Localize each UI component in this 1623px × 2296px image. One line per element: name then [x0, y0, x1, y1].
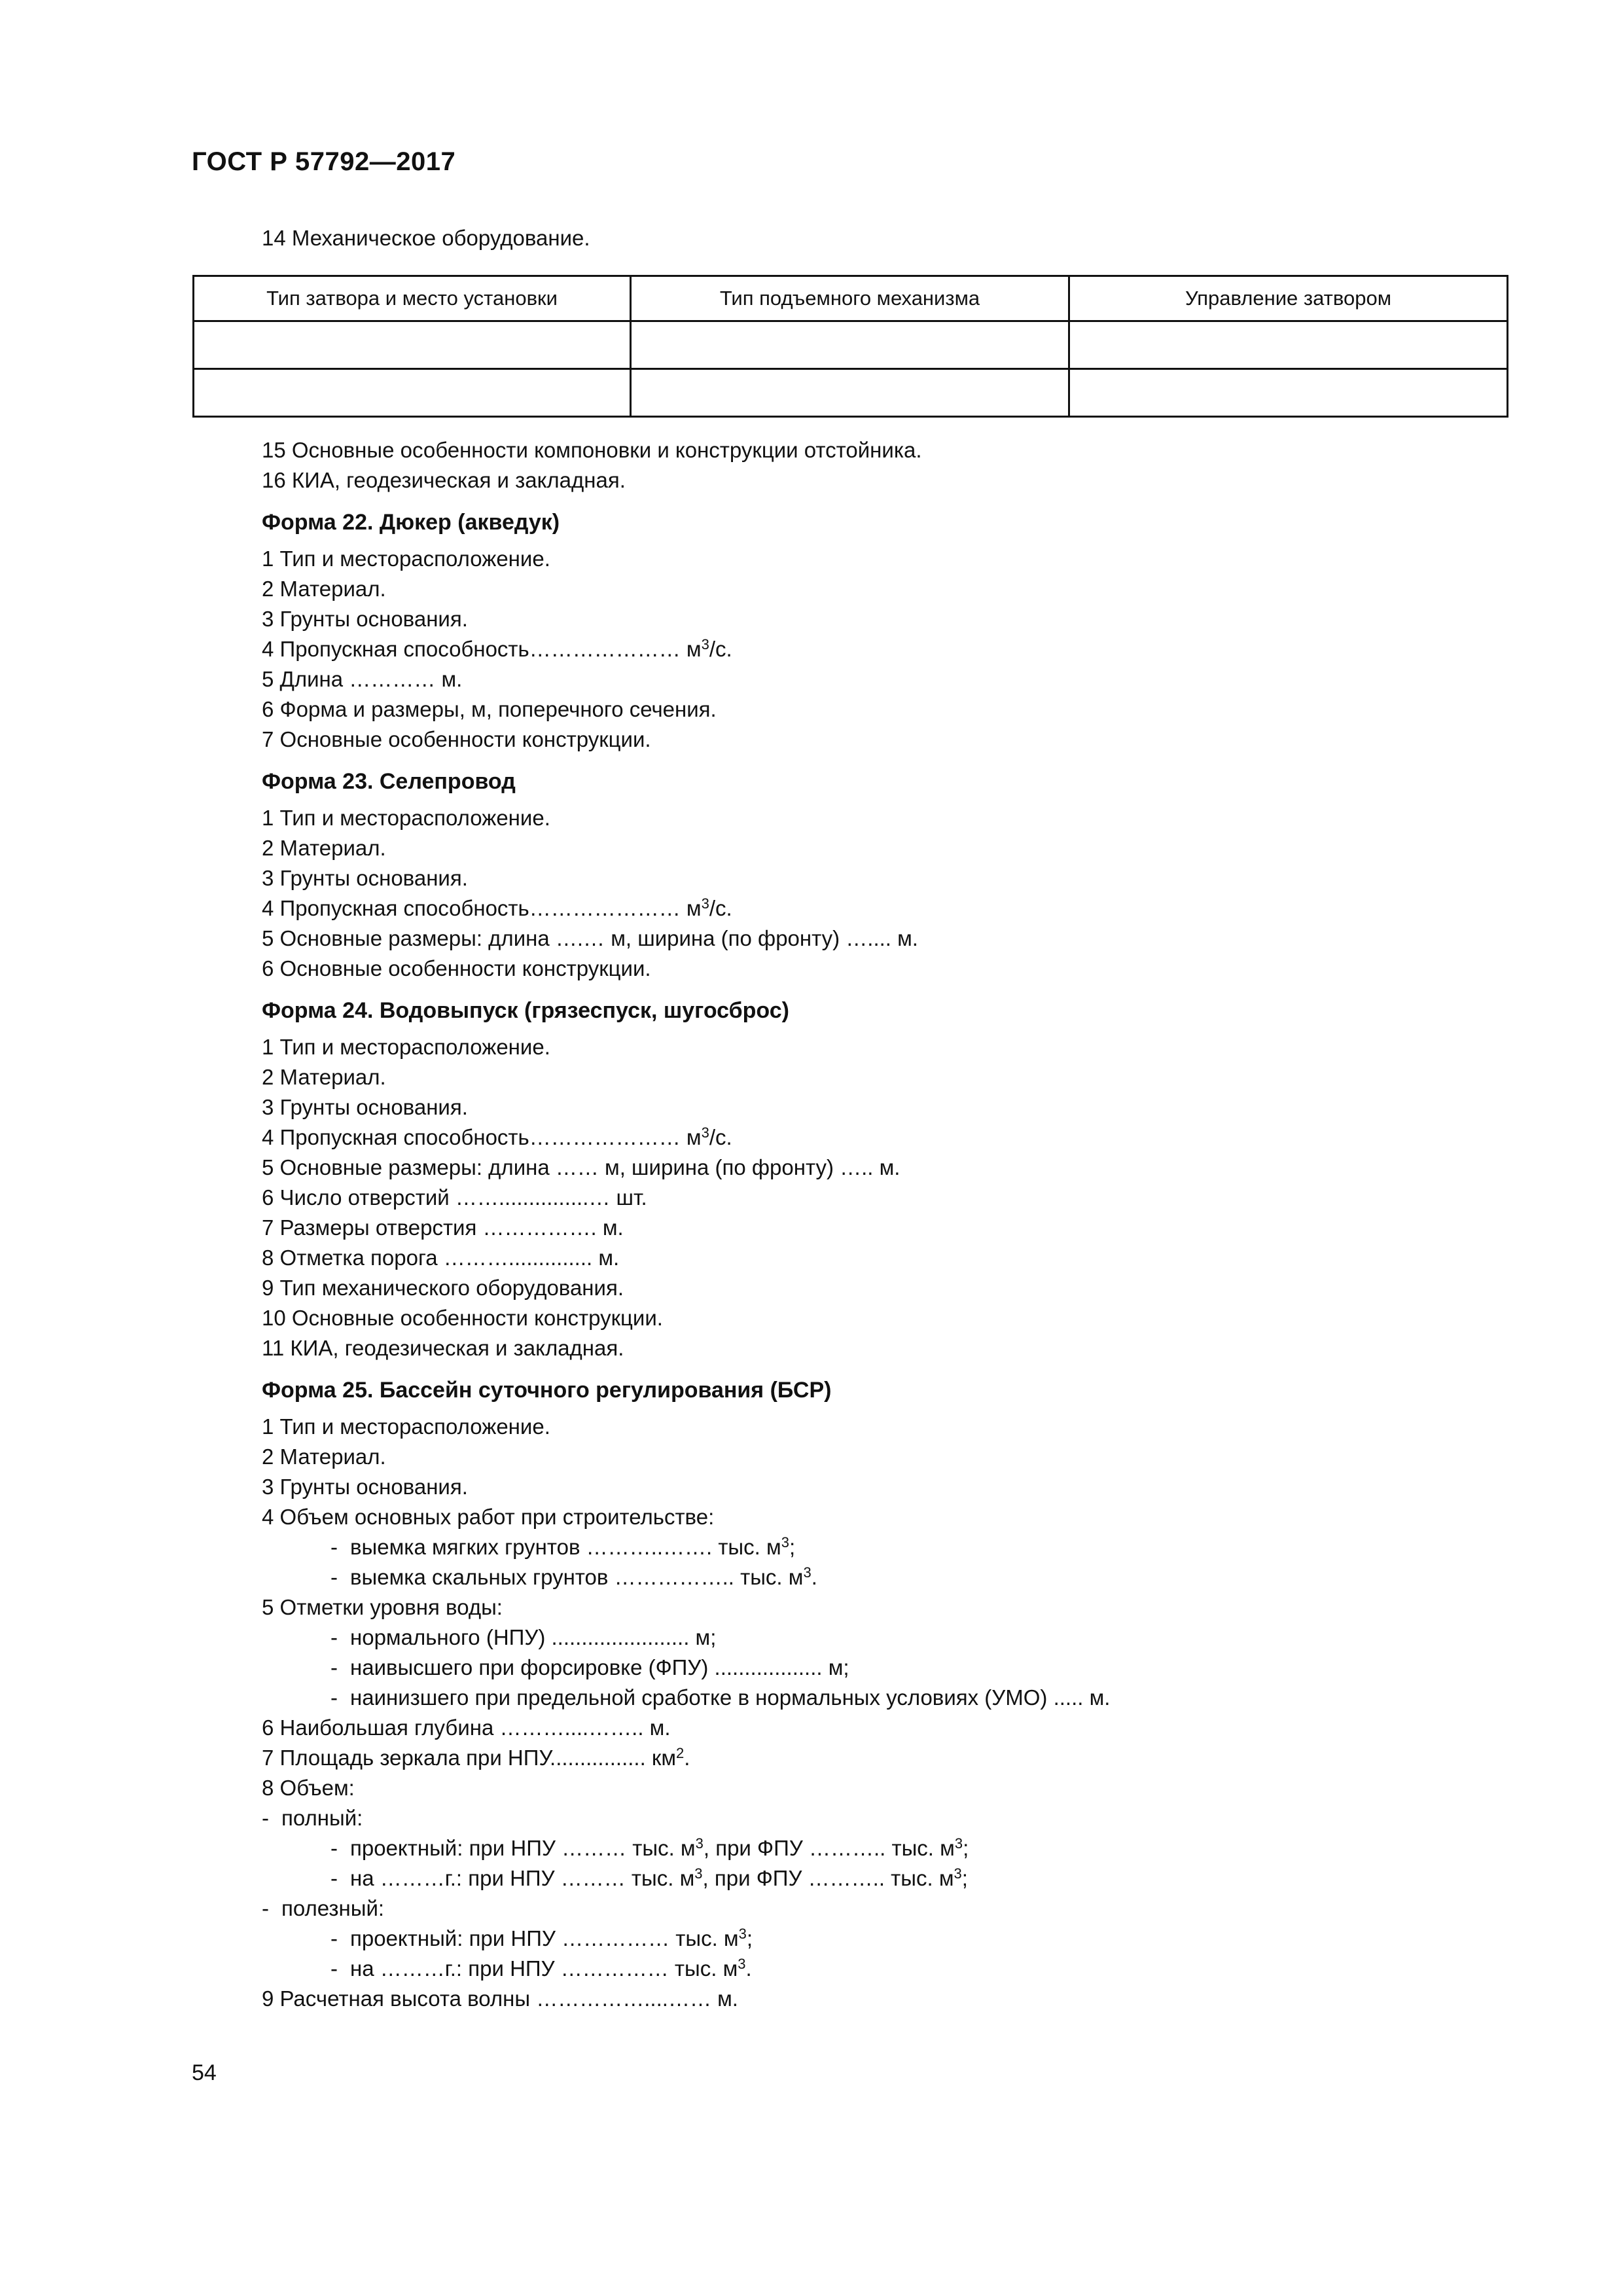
item-text: /с. [709, 637, 732, 661]
item-text: 2 Материал. [262, 577, 386, 601]
superscript: 3 [738, 1956, 746, 1972]
page-number: 54 [192, 2060, 217, 2085]
dash-marker: - [262, 1896, 269, 1920]
item-text: 11 КИА, геодезическая и закладная. [262, 1336, 624, 1360]
item-text: 6 Наибольшая глубина ………....…….. м. [262, 1715, 671, 1740]
item-text: ; [961, 1866, 968, 1890]
item-text: 1 Тип и месторасположение. [262, 1035, 550, 1059]
table-row [194, 321, 1508, 369]
item-text: выемка скальных грунтов …………….. тыс. м [350, 1565, 804, 1589]
item-text: на ………г.: при НПУ …………… тыс. м [350, 1956, 738, 1981]
item-text: 5 Основные размеры: длина …… м, ширина (по фронту) ….. м. [262, 1155, 901, 1179]
form-heading [262, 996, 1505, 1026]
item-text: 5 Длина ………… м. [262, 667, 463, 691]
form-heading [262, 1375, 1505, 1405]
item-text: /с. [709, 896, 732, 920]
superscript: 3 [738, 1926, 747, 1942]
superscript: 3 [695, 1835, 704, 1852]
list-item [262, 604, 1505, 634]
sub-item [262, 1683, 1505, 1713]
document-code: ГОСТ Р 57792—2017 [192, 147, 456, 176]
list-item [262, 1062, 1505, 1092]
superscript: 3 [694, 1865, 703, 1882]
superscript: 3 [701, 895, 709, 912]
superscript: 3 [954, 1835, 963, 1852]
form-heading [262, 766, 1505, 797]
item-text: 3 Грунты основания. [262, 866, 468, 890]
list-item [262, 725, 1505, 755]
item-text: 6 Основные особенности конструкции. [262, 956, 651, 980]
column-header-lifting-mechanism: Тип подъемного механизма [631, 276, 1069, 321]
item-text: Форма 23. Селепровод [262, 769, 516, 794]
sub-item [262, 1623, 1505, 1653]
item-text: 2 Материал. [262, 1065, 386, 1089]
table-cell [194, 369, 631, 417]
item-text: 6 Число отверстий ……...............… шт. [262, 1185, 647, 1210]
sub-item [262, 1653, 1505, 1683]
list-item [262, 1122, 1505, 1153]
item-text: 3 Грунты основания. [262, 1095, 468, 1119]
column-header-gate-control: Управление затвором [1069, 276, 1508, 321]
item-text: на ………г.: при НПУ ……… тыс. м [350, 1866, 695, 1890]
item-text: 4 Пропускная способность………………… м [262, 896, 702, 920]
table-cell [194, 321, 631, 369]
item-text: 5 Отметки уровня воды: [262, 1595, 503, 1619]
list-item [262, 1592, 1505, 1623]
item-text: 1 Тип и месторасположение. [262, 806, 550, 830]
item-text: 3 Грунты основания. [262, 1475, 468, 1499]
item-text: 4 Объем основных работ при строительстве: [262, 1505, 715, 1529]
dash-marker: - [330, 1565, 338, 1589]
item-text: ; [789, 1535, 796, 1559]
list-item [262, 1743, 1505, 1773]
table-cell [631, 369, 1069, 417]
item-text: Форма 24. Водовыпуск (грязеспуск, шугосброс) [262, 998, 789, 1023]
item-text: /с. [709, 1125, 732, 1149]
sub-item [262, 1532, 1505, 1562]
item-text: . [745, 1956, 752, 1981]
item-text: нормального (НПУ) ....................... м; [350, 1625, 717, 1649]
list-item [262, 1153, 1505, 1183]
item-text: наинизшего при предельной сработке в нормальных условиях (УМО) ..... м. [350, 1685, 1111, 1710]
item-text: , при ФПУ ……….. тыс. м [702, 1866, 954, 1890]
superscript: 3 [781, 1534, 789, 1551]
item-text: 3 Грунты основания. [262, 607, 468, 631]
list-item [262, 1773, 1505, 1803]
item-text: проектный: при НПУ …………… тыс. м [350, 1926, 739, 1950]
item-text: 15 Основные особенности компоновки и конструкции отстойника. [262, 438, 922, 462]
table-header-row [194, 276, 1508, 321]
list-item [262, 1984, 1505, 2014]
item-text: выемка мягких грунтов ………..……. тыс. м [350, 1535, 781, 1559]
item-text: 10 Основные особенности конструкции. [262, 1306, 663, 1330]
item-text: полезный: [281, 1896, 385, 1920]
list-item [262, 954, 1505, 984]
intro-item: 14 Механическое оборудование. [262, 226, 590, 250]
item-text: 7 Площадь зеркала при НПУ................ км [262, 1746, 677, 1770]
item-text: 8 Объем: [262, 1776, 355, 1800]
list-item [262, 435, 1505, 465]
table-cell [1069, 321, 1508, 369]
list-item [262, 1412, 1505, 1442]
dash-item [262, 1893, 1505, 1924]
item-text: 2 Материал. [262, 1444, 386, 1469]
dash-marker: - [330, 1926, 338, 1950]
list-item [262, 833, 1505, 863]
item-text: 9 Тип механического оборудования. [262, 1276, 624, 1300]
dash-marker: - [330, 1535, 338, 1559]
list-item [262, 1092, 1505, 1122]
item-text: Форма 22. Дюкер (акведук) [262, 510, 560, 535]
item-text: ; [963, 1836, 969, 1860]
item-text: ; [746, 1926, 753, 1950]
dash-marker: - [330, 1625, 338, 1649]
dash-marker: - [262, 1806, 269, 1830]
item-text: 1 Тип и месторасположение. [262, 1414, 550, 1439]
list-item [262, 1502, 1505, 1532]
list-item [262, 803, 1505, 833]
item-text: 5 Основные размеры: длина ….… м, ширина (по фронту) ….... м. [262, 926, 918, 950]
list-item [262, 1713, 1505, 1743]
list-item [262, 1183, 1505, 1213]
item-text: 6 Форма и размеры, м, поперечного сечения. [262, 697, 717, 721]
superscript: 3 [803, 1564, 812, 1581]
list-item [262, 1032, 1505, 1062]
item-text: 1 Тип и месторасположение. [262, 547, 550, 571]
sub-item [262, 1562, 1505, 1592]
item-text: 4 Пропускная способность………………… м [262, 637, 702, 661]
item-text: 8 Отметка порога ……….............. м. [262, 1246, 620, 1270]
dash-marker: - [330, 1685, 338, 1710]
item-text: проектный: при НПУ ……… тыс. м [350, 1836, 696, 1860]
superscript: 3 [701, 636, 709, 653]
superscript: 3 [701, 1124, 709, 1141]
item-text: наивысшего при форсировке (ФПУ) .................. м; [350, 1655, 849, 1679]
list-item [262, 664, 1505, 694]
list-item [262, 634, 1505, 664]
item-text: . [811, 1565, 817, 1589]
item-text: 16 КИА, геодезическая и закладная. [262, 468, 626, 492]
column-header-gate-type: Тип затвора и место установки [194, 276, 631, 321]
list-item [262, 544, 1505, 574]
item-text: 2 Материал. [262, 836, 386, 860]
list-item [262, 893, 1505, 924]
list-item [262, 1333, 1505, 1363]
list-item [262, 1303, 1505, 1333]
table-row [194, 369, 1508, 417]
list-item [262, 1472, 1505, 1502]
dash-marker: - [330, 1655, 338, 1679]
superscript: 3 [954, 1865, 962, 1882]
form-heading [262, 507, 1505, 537]
dash-marker: - [330, 1836, 338, 1860]
item-text: . [684, 1746, 690, 1770]
list-item [262, 863, 1505, 893]
dash-marker: - [330, 1956, 338, 1981]
sub-item [262, 1833, 1505, 1863]
item-text: полный: [281, 1806, 363, 1830]
list-item [262, 1213, 1505, 1243]
sub-item [262, 1924, 1505, 1954]
list-item [262, 465, 1505, 495]
form-content [262, 435, 1505, 2014]
dash-item [262, 1803, 1505, 1833]
item-text: Форма 25. Бассейн суточного регулирования (БСР) [262, 1378, 832, 1403]
list-item [262, 574, 1505, 604]
list-item [262, 1442, 1505, 1472]
item-text: 7 Основные особенности конструкции. [262, 727, 651, 751]
item-text: 7 Размеры отверстия ……………. м. [262, 1215, 624, 1240]
list-item [262, 1273, 1505, 1303]
item-text: , при ФПУ ……….. тыс. м [703, 1836, 955, 1860]
mechanical-equipment-table [192, 275, 1508, 418]
table-cell [1069, 369, 1508, 417]
item-text: 4 Пропускная способность………………… м [262, 1125, 702, 1149]
list-item [262, 694, 1505, 725]
table-cell [631, 321, 1069, 369]
superscript: 2 [676, 1745, 685, 1761]
sub-item [262, 1863, 1505, 1893]
dash-marker: - [330, 1866, 338, 1890]
sub-item [262, 1954, 1505, 1984]
list-item [262, 924, 1505, 954]
item-text: 9 Расчетная высота волны ……………....…… м. [262, 1986, 738, 2011]
list-item [262, 1243, 1505, 1273]
